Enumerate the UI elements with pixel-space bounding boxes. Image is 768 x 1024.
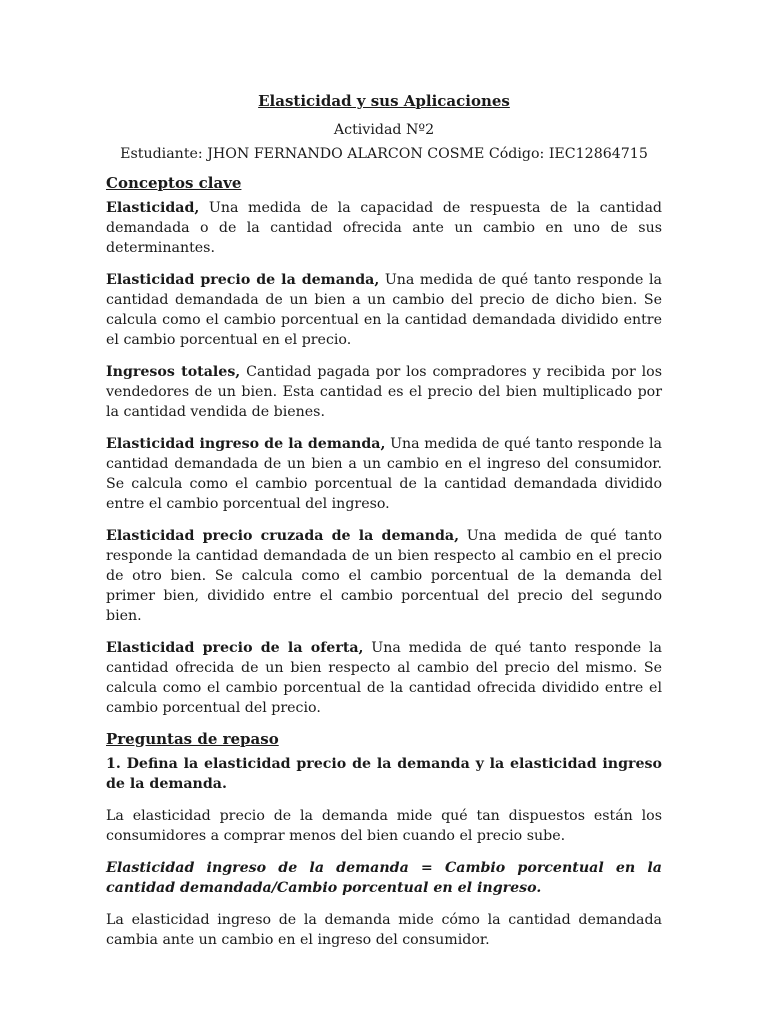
concept-elasticidad-precio — [106, 270, 662, 350]
concept-definition: Una medida de qué tanto responde la cantidad demandada de un bien a un cambio del precio de dicho bien. Se calcula como el cambio porcentual en la cantidad demandada dividido entre el cambio porcentual en el precio. — [106, 272, 662, 348]
answer-1: La elasticidad precio de la demanda mide qué tan dispuestos están los consumidores a comprar menos del bien cuando el precio sube. — [106, 808, 662, 844]
concept-elasticidad-ingreso — [106, 434, 662, 514]
concept-term: Elasticidad precio de la oferta, — [106, 640, 364, 656]
concept-term: Elasticidad precio cruzada de la demanda, — [106, 528, 460, 544]
concept-term: Ingresos totales, — [106, 364, 241, 380]
concept-elasticidad-oferta — [106, 638, 662, 718]
document-title: Elasticidad y sus Aplicaciones — [258, 92, 510, 110]
concept-term: Elasticidad ingreso de la demanda, — [106, 436, 386, 452]
concept-definition: Una medida de qué tanto responde la cantidad demandada de un bien respecto al cambio en el precio de otro bien. Se calcula como el cambio porcentual de la demanda del primer bien, dividido entre el cambio porcentual del precio del segundo bien. — [106, 528, 662, 624]
concept-definition: Una medida de qué tanto responde la cantidad ofrecida de un bien respecto al cambio del precio del mismo. Se calcula como el cambio porcentual de la cantidad ofrecida dividido entre el cambio porcentual del precio. — [106, 640, 662, 716]
student-info: Estudiante: JHON FERNANDO ALARCON COSME Código: IEC12864715 — [120, 146, 648, 162]
concept-definition: Una medida de la capacidad de respuesta de la cantidad demandada o de la cantidad ofrecida ante un cambio en uno de sus determinantes. — [106, 200, 662, 256]
answer-2: La elasticidad ingreso de la demanda mide cómo la cantidad demandada cambia ante un cambio en el ingreso del consumidor. — [106, 912, 662, 948]
concept-ingresos-totales — [106, 362, 662, 422]
concept-elasticidad-cruzada — [106, 526, 662, 626]
formula-text: Elasticidad ingreso de la demanda = Cambio porcentual en la cantidad demandada/Cambio porcentual en el ingreso. — [106, 860, 662, 896]
concepts-heading: Conceptos clave — [106, 174, 242, 192]
question-1: 1. Defina la elasticidad precio de la demanda y la elasticidad ingreso de la demanda. — [106, 756, 662, 792]
concept-elasticidad — [106, 198, 662, 258]
concept-definition: Cantidad pagada por los compradores y recibida por los vendedores de un bien. Esta cantidad es el precio del bien multiplicado por la cantidad vendida de bienes. — [106, 364, 662, 420]
review-heading: Preguntas de repaso — [106, 730, 279, 748]
concept-term: Elasticidad precio de la demanda, — [106, 272, 380, 288]
activity-label: Actividad Nº2 — [333, 122, 435, 138]
concept-definition: Una medida de qué tanto responde la cantidad demandada de un bien a un cambio en el ingreso del consumidor. Se calcula como el cambio porcentual de la cantidad demandada dividido entre el cambio porcentual del ingreso. — [106, 436, 662, 512]
concept-term: Elasticidad, — [106, 200, 200, 216]
